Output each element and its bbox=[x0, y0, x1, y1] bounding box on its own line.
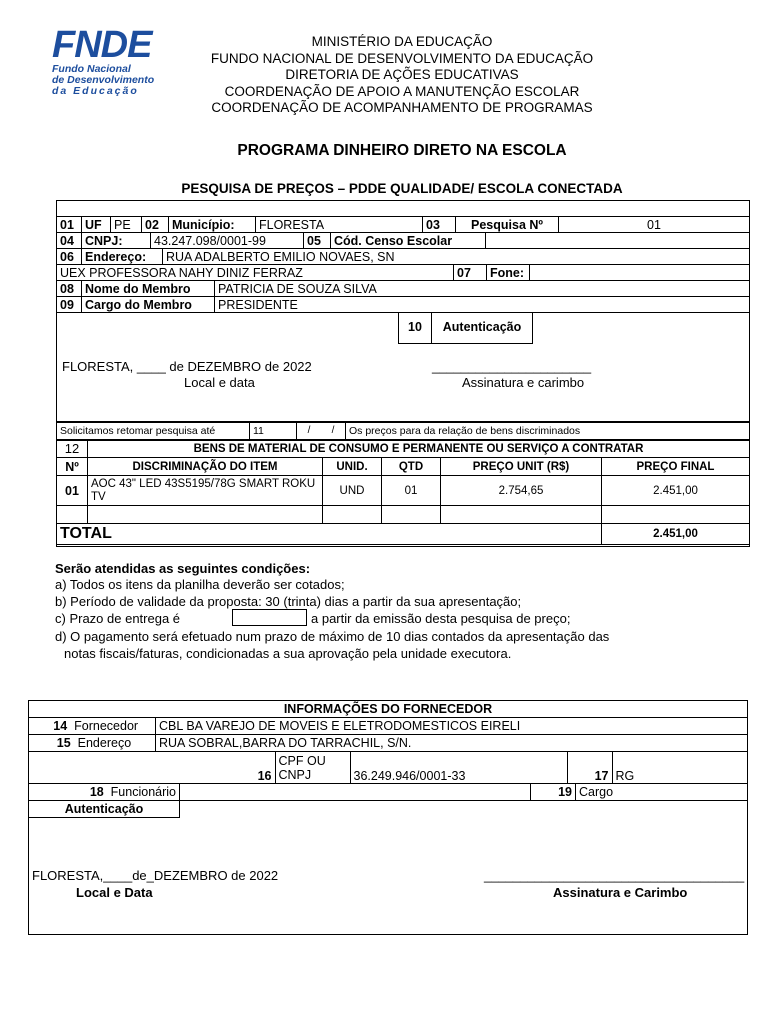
field-number: 18 bbox=[89, 785, 104, 799]
condition-d-line1: d) O pagamento será efetuado num prazo de máximo de 10 dias contados da apresentação das bbox=[55, 629, 610, 644]
field-number: 08 bbox=[57, 281, 82, 297]
supplier-endereco-value: RUA SOBRAL,BARRA DO TARRACHIL, S/N. bbox=[156, 735, 748, 752]
solicitamos-row bbox=[56, 422, 750, 440]
items-section-title: BENS DE MATERIAL DE CONSUMO E PERMANENTE OU SERVIÇO A CONTRATAR bbox=[88, 441, 750, 458]
total-label: TOTAL bbox=[57, 524, 602, 545]
field-number: 16 bbox=[29, 752, 276, 784]
fornecedor-value: CBL BA VAREJO DE MOVEIS E ELETRODOMESTICOS EIRELI bbox=[156, 718, 748, 735]
supplier-title: INFORMAÇÕES DO FORNECEDOR bbox=[29, 701, 748, 718]
document-subtitle: PESQUISA DE PREÇOS – PDDE QUALIDADE/ ESCOLA CONECTADA bbox=[181, 181, 623, 196]
censo-label: Cód. Censo Escolar bbox=[331, 233, 486, 249]
condition-c-suffix: a partir da emissão desta pesquisa de preço; bbox=[311, 611, 571, 626]
col-header-number: Nº bbox=[57, 458, 88, 476]
table-row bbox=[57, 506, 750, 524]
funcionario-label: Funcionário bbox=[110, 785, 176, 799]
fnde-logo-line3: da Educação bbox=[52, 85, 139, 97]
municipio-value: FLORESTA bbox=[256, 217, 423, 233]
retorno-dia: 11 bbox=[250, 423, 297, 440]
supplier-autenticacao-label: Autenticação bbox=[29, 801, 180, 818]
supplier-field-label bbox=[29, 735, 156, 752]
pesquisa-value: 01 bbox=[559, 217, 750, 233]
cnpj-label: CNPJ: bbox=[82, 233, 151, 249]
supplier-field-label bbox=[29, 784, 180, 801]
col-header-final-price: PREÇO FINAL bbox=[602, 458, 750, 476]
condition-c-prefix: c) Prazo de entrega é bbox=[55, 611, 181, 626]
fornecedor-label: Fornecedor bbox=[74, 719, 139, 733]
funcionario-row bbox=[28, 783, 748, 801]
membro-value: PATRICIA DE SOUZA SILVA bbox=[215, 281, 750, 297]
pesquisa-label: Pesquisa Nº bbox=[456, 217, 559, 233]
endereco-value: RUA ADALBERTO EMILIO NOVAES, SN bbox=[163, 249, 750, 265]
uf-label: UF bbox=[82, 217, 111, 233]
funcionario-value bbox=[180, 784, 531, 801]
local-date: FLORESTA, ____ de DEZEMBRO de 2022 bbox=[62, 359, 312, 374]
header-line: DIRETORIA DE AÇÕES EDUCATIVAS bbox=[285, 67, 519, 82]
header-line: COORDENAÇÃO DE APOIO A MANUTENÇÃO ESCOLAR bbox=[224, 83, 580, 99]
membro-row bbox=[56, 280, 750, 297]
cnpj-label-line: CNPJ bbox=[278, 767, 312, 782]
endereco-label: Endereço: bbox=[82, 249, 163, 265]
condition-a: a) Todos os itens da planilha deverão ser cotados; bbox=[55, 577, 345, 592]
solicitamos-label: Solicitamos retomar pesquisa até bbox=[57, 423, 250, 440]
date-separator: / bbox=[321, 423, 346, 440]
field-number: 06 bbox=[57, 249, 82, 265]
cpf-cnpj-label bbox=[275, 752, 350, 784]
condition-b: b) Período de validade da proposta: 30 (trinta) dias a partir da sua apresentação; bbox=[55, 594, 522, 609]
header-line: COORDENAÇÃO DE ACOMPANHAMENTO DE PROGRAMAS bbox=[211, 100, 593, 115]
field-number: 10 bbox=[399, 312, 432, 343]
rg-label: RG bbox=[615, 769, 635, 783]
supplier-signature-label: Assinatura e Carimbo bbox=[553, 885, 688, 900]
cargo-value: PRESIDENTE bbox=[215, 297, 750, 313]
field-number: 02 bbox=[142, 217, 169, 233]
document-title: PROGRAMA DINHEIRO DIRETO NA ESCOLA bbox=[237, 142, 567, 159]
supplier-signature-line: ____________________________________ bbox=[484, 868, 745, 883]
supplier-local-label: Local e Data bbox=[76, 885, 153, 900]
fnde-logo-brand: FNDE bbox=[52, 24, 152, 66]
item-qty: 01 bbox=[382, 476, 441, 506]
autenticacao-label: Autenticação bbox=[432, 312, 533, 343]
total-row bbox=[57, 524, 750, 545]
cnpj-row bbox=[56, 232, 750, 249]
item-unit-price: 2.754,65 bbox=[441, 476, 602, 506]
field-number: 14 bbox=[53, 719, 68, 733]
endereco-label-supplier: Endereço bbox=[77, 736, 132, 750]
supplier-cargo-label: Cargo bbox=[576, 784, 748, 801]
supplier-field-label bbox=[531, 784, 576, 801]
items-table bbox=[56, 440, 750, 545]
field-number: 19 bbox=[558, 785, 572, 799]
field-number: 01 bbox=[57, 217, 82, 233]
uex-name: UEX PROFESSORA NAHY DINIZ FERRAZ bbox=[57, 265, 454, 281]
fnde-logo bbox=[52, 26, 162, 106]
school-info-table bbox=[56, 216, 750, 233]
cpf-label-line: CPF OU bbox=[278, 753, 326, 768]
field-number: 07 bbox=[454, 265, 487, 281]
item-final-price: 2.451,00 bbox=[602, 476, 750, 506]
fone-value bbox=[530, 265, 750, 281]
header-line: FUNDO NACIONAL DE DESENVOLVIMENTO DA EDUCAÇÃO bbox=[210, 50, 594, 66]
precos-relacao: Os preços para da relação de bens discriminados bbox=[346, 423, 750, 440]
supplier-local-date: FLORESTA,____de_DEZEMBRO de 2022 bbox=[32, 868, 279, 883]
supplier-autenticacao bbox=[28, 800, 180, 818]
rg-cell bbox=[612, 752, 748, 784]
agency-header bbox=[180, 34, 624, 117]
field-number: 04 bbox=[57, 233, 82, 249]
field-number: 03 bbox=[423, 217, 456, 233]
condition-d-line2: notas fiscais/faturas, condicionadas a sua aprovação pela unidade executora. bbox=[64, 646, 512, 661]
header-line: MINISTÉRIO DA EDUCAÇÃO bbox=[311, 34, 493, 49]
field-number: 05 bbox=[304, 233, 331, 249]
censo-value bbox=[486, 233, 750, 249]
signature-label: Assinatura e carimbo bbox=[462, 375, 585, 390]
fone-label: Fone: bbox=[487, 265, 530, 281]
uf-value: PE bbox=[111, 217, 142, 233]
item-description: AOC 43" LED 43S5195/78G SMART ROKU TV bbox=[88, 476, 323, 506]
cargo-label: Cargo do Membro bbox=[82, 297, 215, 313]
local-label: Local e data bbox=[184, 375, 255, 390]
fnde-logo-line1: Fundo Nacional bbox=[52, 63, 131, 75]
conditions-title: Serão atendidas as seguintes condições: bbox=[55, 561, 311, 576]
col-header-unit-price: PREÇO UNIT (R$) bbox=[441, 458, 602, 476]
supplier-table bbox=[28, 700, 748, 784]
signature-line: ______________________ bbox=[432, 359, 592, 374]
field-number: 12 bbox=[57, 441, 88, 458]
col-header-qtd: QTD bbox=[382, 458, 441, 476]
municipio-label: Município: bbox=[169, 217, 256, 233]
col-header-item: DISCRIMINAÇÃO DO ITEM bbox=[88, 458, 323, 476]
endereco-row bbox=[56, 248, 750, 265]
supplier-cnpj-value: 36.249.946/0001-33 bbox=[350, 752, 567, 784]
membro-label: Nome do Membro bbox=[82, 281, 215, 297]
uex-row bbox=[56, 264, 750, 281]
field-number: 17 bbox=[567, 752, 612, 784]
item-unit: UND bbox=[323, 476, 382, 506]
table-row bbox=[57, 476, 750, 506]
cnpj-value: 43.247.098/0001-99 bbox=[151, 233, 304, 249]
col-header-unid: UNID. bbox=[323, 458, 382, 476]
cargo-row bbox=[56, 296, 750, 313]
field-number: 15 bbox=[56, 736, 71, 750]
supplier-field-label bbox=[29, 718, 156, 735]
prazo-entrega-field bbox=[232, 609, 307, 626]
autenticacao-header bbox=[398, 312, 533, 344]
item-number: 01 bbox=[57, 476, 88, 506]
fnde-logo-line2: de Desenvolvimento bbox=[52, 74, 155, 86]
total-value: 2.451,00 bbox=[602, 524, 750, 545]
field-number: 09 bbox=[57, 297, 82, 313]
date-separator: / bbox=[297, 423, 322, 440]
